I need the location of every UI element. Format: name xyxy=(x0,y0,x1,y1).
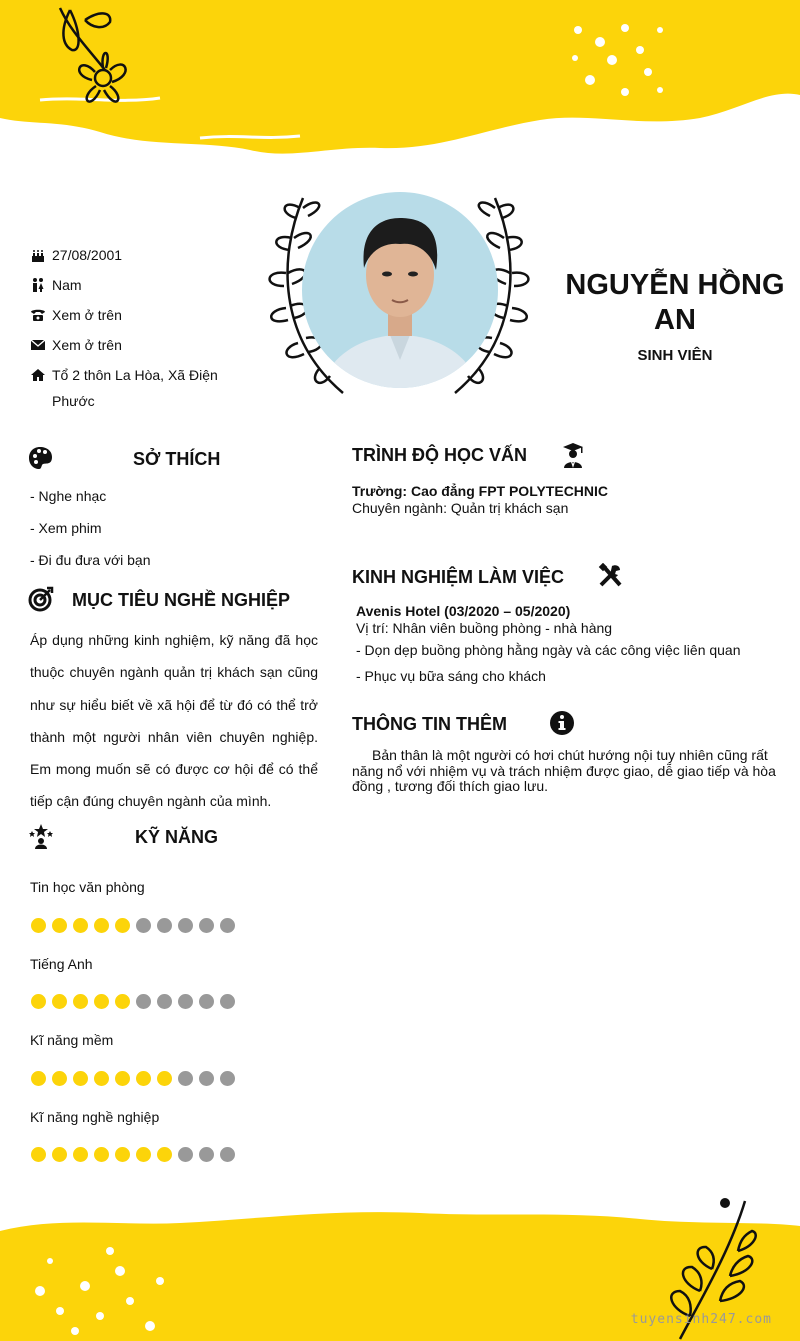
rating-dot-filled xyxy=(115,1147,130,1162)
rating-dot-empty xyxy=(220,918,235,933)
rating-dot-empty xyxy=(157,918,172,933)
experience-duty: - Phục vụ bữa sáng cho khách xyxy=(356,668,546,684)
rating-dot-filled xyxy=(94,994,109,1009)
palette-icon xyxy=(28,445,54,471)
rating-dot-filled xyxy=(73,1147,88,1162)
contact-phone xyxy=(30,307,122,328)
skill-label: Kĩ năng mềm xyxy=(30,1032,114,1048)
rating-dot-empty xyxy=(178,1071,193,1086)
rating-dot-filled xyxy=(94,918,109,933)
skill-rating xyxy=(31,1071,235,1086)
rating-dot-empty xyxy=(136,918,151,933)
birthday-text: 27/08/2001 xyxy=(52,247,123,263)
goal-title: MỤC TIÊU NGHỀ NGHIỆP xyxy=(72,590,291,610)
rating-dot-filled xyxy=(115,994,130,1009)
rating-dot-empty xyxy=(199,1071,214,1086)
rating-dot-filled xyxy=(136,1071,151,1086)
rating-dot-filled xyxy=(157,1071,172,1086)
job-title: SINH VIÊN xyxy=(637,347,713,364)
watermark: tuyensinh247.com xyxy=(630,1312,772,1327)
rating-dot-filled xyxy=(31,918,46,933)
tools-icon xyxy=(598,563,626,589)
rating-dot-filled xyxy=(52,1071,67,1086)
skills-title: KỸ NĂNG xyxy=(135,827,219,847)
gender-icon xyxy=(30,277,46,293)
hobby-item: - Nghe nhạc xyxy=(30,488,107,504)
avatar xyxy=(300,190,500,390)
rating-dot-filled xyxy=(31,1147,46,1162)
skills-icon xyxy=(28,823,54,849)
experience-duty: - Dọn dẹp buồng phòng hằng ngày và các công việc liên quan xyxy=(356,642,741,658)
rating-dot-filled xyxy=(115,1071,130,1086)
rating-dot-filled xyxy=(31,1071,46,1086)
rating-dot-empty xyxy=(199,1147,214,1162)
skill-rating xyxy=(31,918,235,933)
rating-dot-empty xyxy=(178,1147,193,1162)
info-icon xyxy=(549,710,575,736)
skill-label: Tiếng Anh xyxy=(30,956,93,972)
home-icon xyxy=(30,367,46,383)
rating-dot-empty xyxy=(178,918,193,933)
experience-position: Vị trí: Nhân viên buồng phòng - nhà hàng xyxy=(356,620,613,636)
graduate-icon xyxy=(562,442,584,468)
goal-text: Áp dụng những kinh nghiệm, kỹ năng đã học thuộc chuyên ngành quản trị khách sạn cũng như sự hiểu biết về xã hội để từ đó có thể trở thành một người nhân viên chuyên nghiệp. Em mong muốn sẽ có được cơ hội để có thể tiếp cận đúng chuyên ngành của mình. xyxy=(30,632,318,810)
education-major: Chuyên ngành: Quản trị khách sạn xyxy=(352,500,569,516)
skill-label: Kĩ năng nghề nghiệp xyxy=(30,1109,160,1125)
rating-dot-empty xyxy=(157,994,172,1009)
cake-icon xyxy=(30,247,46,263)
rating-dot-filled xyxy=(94,1147,109,1162)
skill-label: Tin học văn phòng xyxy=(30,879,145,895)
experience-title: KINH NGHIỆM LÀM VIỆC xyxy=(352,567,565,587)
contact-email xyxy=(30,337,122,358)
rating-dot-empty xyxy=(136,994,151,1009)
rating-dot-filled xyxy=(52,918,67,933)
address-text: Tổ 2 thôn La Hòa, Xã Điện Phước xyxy=(52,367,218,409)
hobby-item: - Đi đu đưa với bạn xyxy=(30,552,151,568)
skill-rating xyxy=(31,1147,235,1162)
phone-icon xyxy=(30,307,46,323)
rating-dot-empty xyxy=(220,1071,235,1086)
contact-birthday xyxy=(30,247,122,268)
phone-text: Xem ở trên xyxy=(52,307,122,323)
rating-dot-filled xyxy=(115,918,130,933)
rating-dot-filled xyxy=(73,1071,88,1086)
rating-dot-filled xyxy=(73,918,88,933)
rating-dot-empty xyxy=(178,994,193,1009)
contact-address xyxy=(30,367,230,414)
target-icon xyxy=(28,586,54,612)
skill-rating xyxy=(31,994,235,1009)
hobbies-title: SỞ THÍCH xyxy=(133,449,221,469)
rating-dot-filled xyxy=(94,1071,109,1086)
experience-company: Avenis Hotel (03/2020 – 05/2020) xyxy=(356,603,571,619)
rating-dot-empty xyxy=(199,918,214,933)
rating-dot-filled xyxy=(73,994,88,1009)
education-school: Trường: Cao đẳng FPT POLYTECHNIC xyxy=(352,483,609,499)
additional-text: Bản thân là một người có hơi chút hướng nội tuy nhiên cũng rất năng nổ với nhiệm vụ và trách nhiệm được giao, dễ giao tiếp và hòa đồng , tương đối thích giao lưu. xyxy=(352,747,776,794)
hobby-item: - Xem phim xyxy=(30,520,102,536)
rating-dot-filled xyxy=(31,994,46,1009)
additional-title: THÔNG TIN THÊM xyxy=(352,714,507,734)
rating-dot-filled xyxy=(52,994,67,1009)
email-text: Xem ở trên xyxy=(52,337,122,353)
rating-dot-empty xyxy=(220,1147,235,1162)
full-name: NGUYỄN HỒNG AN xyxy=(565,269,785,336)
education-title: TRÌNH ĐỘ HỌC VẤN xyxy=(352,445,527,465)
contact-gender xyxy=(30,277,82,298)
rating-dot-empty xyxy=(220,994,235,1009)
rating-dot-empty xyxy=(199,994,214,1009)
top-decoration xyxy=(0,0,800,175)
gender-text: Nam xyxy=(52,277,82,293)
envelope-icon xyxy=(30,337,46,353)
rating-dot-filled xyxy=(136,1147,151,1162)
rating-dot-filled xyxy=(157,1147,172,1162)
rating-dot-filled xyxy=(52,1147,67,1162)
